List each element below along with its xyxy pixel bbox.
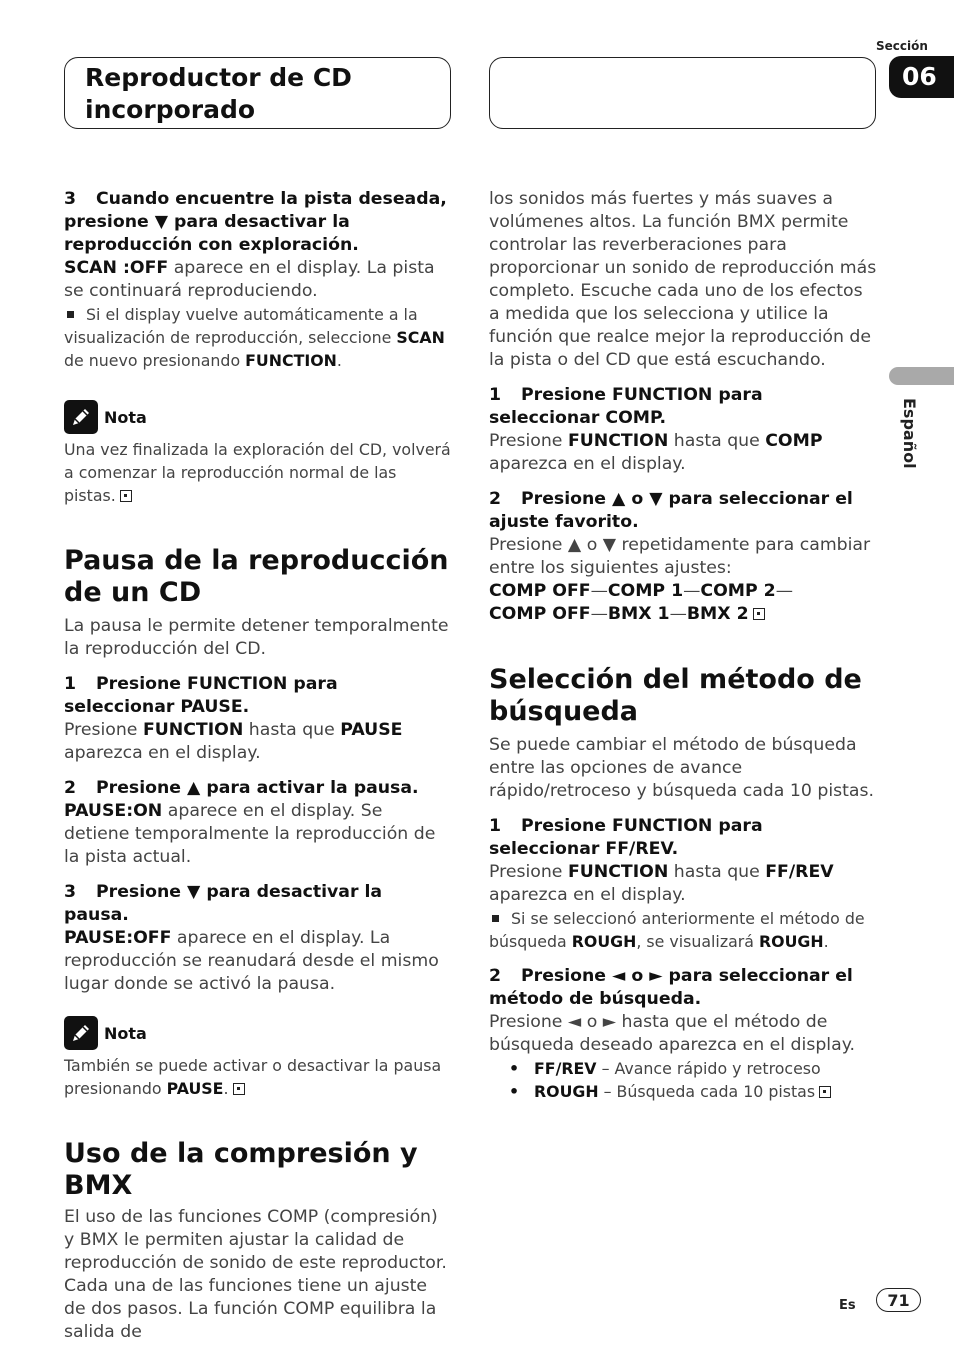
step-heading: 3 Cuando encuentre la pista deseada, presione ▼ para desactivar la reproducción con exploración. <box>64 189 447 255</box>
section-title-box <box>64 57 451 129</box>
right-column <box>489 188 877 1103</box>
note-header <box>64 1016 452 1050</box>
note-text: Una vez finalizada la exploración del CD, volverá a comenzar la reproducción normal de las pistas. <box>64 440 451 505</box>
end-mark-icon <box>753 608 765 620</box>
square-bullet-icon <box>492 915 499 922</box>
section-number-tab: 06 <box>889 56 954 98</box>
step-heading: 2 Presione ▲ para activar la pausa. <box>64 778 419 798</box>
note-pencil-icon <box>64 1016 98 1050</box>
bullet-note: Si se seleccionó anteriormente el método de búsqueda ROUGH, se visualizará ROUGH. <box>489 909 865 951</box>
square-bullet-icon <box>67 311 74 318</box>
step-heading: 2 Presione ◄ o ► para seleccionar el método de búsqueda. <box>489 966 853 1009</box>
bullet-note: Si el display vuelve automáticamente a la visualización de reproducción, seleccione SCAN de nuevo presionando FUNCTION. <box>64 305 445 370</box>
paragraph: La pausa le permite detener temporalmente la reproducción del CD. <box>64 616 449 659</box>
step-heading: 1 Presione FUNCTION para seleccionar PAUSE. <box>64 674 338 717</box>
note-label: Nota <box>104 407 147 427</box>
paragraph: PAUSE:ON aparece en el display. Se detiene temporalmente la reproducción de la pista actual. <box>64 801 436 867</box>
step-heading: 3 Presione ▼ para desactivar la pausa. <box>64 882 383 925</box>
heading-compression: Uso de la compresión y BMX <box>64 1138 418 1201</box>
note-label: Nota <box>104 1023 147 1043</box>
step-heading: 2 Presione ▲ o ▼ para seleccionar el ajuste favorito. <box>489 489 853 532</box>
section-title: Reproductor de CD incorporado <box>85 63 352 124</box>
list-item: • FF/REV – Avance rápido y retroceso <box>509 1057 877 1080</box>
paragraph: Presione ▲ o ▼ repetidamente para cambiar entre los siguientes ajustes: <box>489 535 871 578</box>
left-column <box>64 188 452 1344</box>
page-number: 71 <box>876 1288 921 1312</box>
note-header <box>64 400 452 434</box>
empty-header-box <box>489 57 876 129</box>
paragraph: El uso de las funciones COMP (compresión) y BMX le permiten ajustar la calidad de reproducción de sonido de este reproductor. Cada una de las funciones tiene un ajuste de dos pasos. La función COMP equilibra la salida de <box>64 1207 447 1342</box>
paragraph: Se puede cambiar el método de búsqueda entre las opciones de avance rápido/retroceso y búsqueda cada 10 pistas. <box>489 735 874 801</box>
end-mark-icon <box>233 1083 245 1095</box>
step-heading: 1 Presione FUNCTION para seleccionar COMP. <box>489 385 763 428</box>
paragraph: Presione FUNCTION hasta que FF/REV aparezca en el display. <box>489 862 834 905</box>
option-list <box>489 1057 877 1103</box>
paragraph: PAUSE:OFF aparece en el display. La reproducción se reanudará desde el mismo lugar donde se activó la pausa. <box>64 928 439 994</box>
note-text: También se puede activar o desactivar la pausa presionando PAUSE. <box>64 1056 442 1098</box>
settings-sequence: COMP OFF—COMP 1—COMP 2— <box>489 581 793 601</box>
end-mark-icon <box>819 1086 831 1098</box>
list-item: • ROUGH – Búsqueda cada 10 pistas <box>509 1080 877 1103</box>
heading-pause: Pausa de la reproducción de un CD <box>64 545 449 608</box>
language-tab-bar <box>889 367 954 385</box>
note-pencil-icon <box>64 400 98 434</box>
paragraph: Presione FUNCTION hasta que COMP aparezca en el display. <box>489 431 823 474</box>
paragraph: los sonidos más fuertes y más suaves a volúmenes altos. La función BMX permite controlar las reverberaciones para proporcionar un sonido de reproducción más completo. Escuche cada uno de los efectos a medida que los selecciona y utilice la función que realce mejor la reproducción de la pista o del CD que está escuchando. <box>489 189 877 370</box>
section-label: Sección <box>876 39 928 53</box>
paragraph: Presione ◄ o ► hasta que el método de búsqueda deseado aparezca en el display. <box>489 1012 855 1055</box>
step-heading: 1 Presione FUNCTION para seleccionar FF/REV. <box>489 816 763 859</box>
footer-language-code: Es <box>839 1298 856 1313</box>
heading-search-method: Selección del método de búsqueda <box>489 664 862 727</box>
settings-sequence: COMP OFF—BMX 1—BMX 2 <box>489 603 877 626</box>
language-tab-label: Español <box>900 398 919 469</box>
end-mark-icon <box>120 490 132 502</box>
paragraph: SCAN :OFF aparece en el display. La pista se continuará reproduciendo. <box>64 258 435 301</box>
paragraph: Presione FUNCTION hasta que PAUSE aparezca en el display. <box>64 720 403 763</box>
